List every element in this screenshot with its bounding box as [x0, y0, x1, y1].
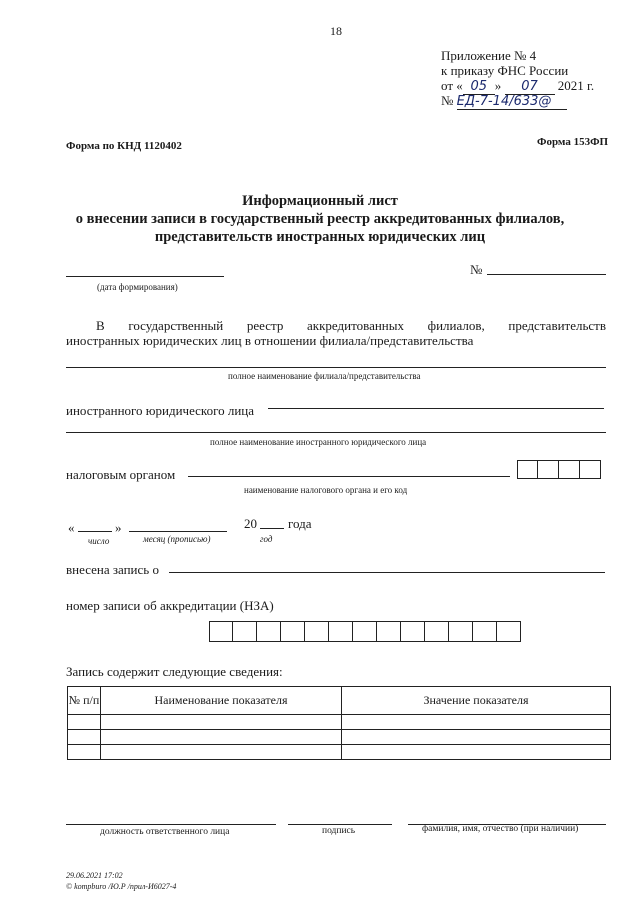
- number-value: ЕД-7-14/633@: [457, 94, 567, 110]
- date-month: 07: [505, 79, 555, 95]
- foreign-entity-line: [268, 408, 604, 409]
- number-prefix: №: [441, 93, 454, 108]
- foreign-entity-label: иностранного юридического лица: [66, 403, 255, 418]
- nza-cell: [377, 621, 401, 642]
- nza-cell: [257, 621, 281, 642]
- table-row: [68, 715, 611, 730]
- position-caption: должность ответственного лица: [100, 827, 230, 837]
- date-close-quote: »: [115, 520, 122, 535]
- month-caption: месяц (прописью): [143, 534, 211, 544]
- foreign-name-line: [66, 432, 606, 433]
- contains-label: Запись содержит следующие сведения:: [66, 664, 283, 679]
- code-cell: [538, 460, 559, 479]
- nza-cell: [209, 621, 233, 642]
- footer-source: © kompburo /Ю.Р /прил-И6027-4: [66, 882, 177, 891]
- page-number: 18: [330, 24, 342, 38]
- paragraph-line-1: [96, 318, 606, 334]
- year-word: года: [288, 516, 312, 531]
- century-text: 20: [244, 516, 257, 531]
- number-line: [487, 274, 606, 275]
- code-cell: [517, 460, 538, 479]
- nza-cell: [305, 621, 329, 642]
- table-header-row: [68, 687, 611, 715]
- entry-line: [169, 572, 605, 573]
- nza-cell: [281, 621, 305, 642]
- table-row: [68, 745, 611, 760]
- footer-timestamp: 29.06.2021 17:02: [66, 871, 123, 880]
- nza-cell: [449, 621, 473, 642]
- tax-authority-label: налоговым органом: [66, 467, 176, 482]
- code-cell: [580, 460, 601, 479]
- position-line: [66, 824, 276, 825]
- p1-word: аккредитованных: [307, 318, 404, 333]
- year-caption: год: [260, 534, 273, 544]
- form-knd: Форма по КНД 1120402: [66, 140, 182, 152]
- table-row: [68, 730, 611, 745]
- col-name-header: Наименование показателя: [101, 687, 342, 715]
- foreign-name-caption: полное наименование иностранного юридического лица: [210, 437, 427, 447]
- form-code: Форма 153ФП: [537, 136, 609, 148]
- nza-cell: [329, 621, 353, 642]
- appendix-number: [441, 93, 567, 110]
- p1-word: филиалов,: [427, 318, 485, 333]
- number-label: №: [470, 262, 483, 277]
- nza-cell: [353, 621, 377, 642]
- nza-cell: [401, 621, 425, 642]
- p1-word: В: [96, 318, 105, 333]
- branch-name-caption: полное наименование филиала/представительства: [228, 371, 421, 381]
- date-day: 05: [463, 79, 495, 95]
- tax-authority-caption: наименование налогового органа и его код: [244, 485, 408, 495]
- title-line-2: о внесении записи в государственный реестр аккредитованных филиалов,: [75, 211, 565, 227]
- date-prefix: от «: [441, 78, 463, 93]
- title-line-3: представительств иностранных юридических лиц: [154, 229, 486, 245]
- nza-cell: [497, 621, 521, 642]
- day-line: [78, 531, 112, 532]
- tax-authority-line: [188, 476, 510, 477]
- date-year: 2021 г.: [557, 78, 595, 93]
- entry-label: внесена запись о: [66, 562, 159, 577]
- col-value-header: Значение показателя: [342, 687, 611, 715]
- paragraph-line-2: иностранных юридических лиц в отношении филиала/представительства: [66, 333, 474, 348]
- appendix-order: к приказу ФНС России: [441, 63, 569, 78]
- date-open-quote: «: [68, 520, 75, 535]
- signature-line: [288, 824, 392, 825]
- branch-name-line: [66, 367, 606, 368]
- nza-cell: [473, 621, 497, 642]
- code-cell: [559, 460, 580, 479]
- name-caption: фамилия, имя, отчество (при наличии): [422, 824, 579, 834]
- nza-cell: [233, 621, 257, 642]
- nza-label: номер записи об аккредитации (НЗА): [66, 598, 274, 613]
- p1-word: представительств: [508, 318, 606, 333]
- nza-cell: [425, 621, 449, 642]
- nza-boxes: [209, 621, 521, 642]
- appendix-title: Приложение № 4: [441, 48, 537, 63]
- day-caption: число: [88, 536, 110, 546]
- year-line: [260, 528, 284, 529]
- title-line-1: Информационный лист: [242, 193, 398, 209]
- date-formation-caption: (дата формирования): [97, 282, 178, 292]
- month-line: [129, 531, 227, 532]
- col-number-header: № п/п: [68, 687, 101, 715]
- p1-word: реестр: [246, 318, 284, 333]
- tax-code-boxes: [517, 460, 601, 479]
- date-formation-line: [66, 276, 224, 277]
- p1-word: государственный: [128, 318, 224, 333]
- date-sep: »: [494, 78, 502, 93]
- indicator-table: [67, 686, 611, 760]
- signature-caption: подпись: [322, 826, 356, 836]
